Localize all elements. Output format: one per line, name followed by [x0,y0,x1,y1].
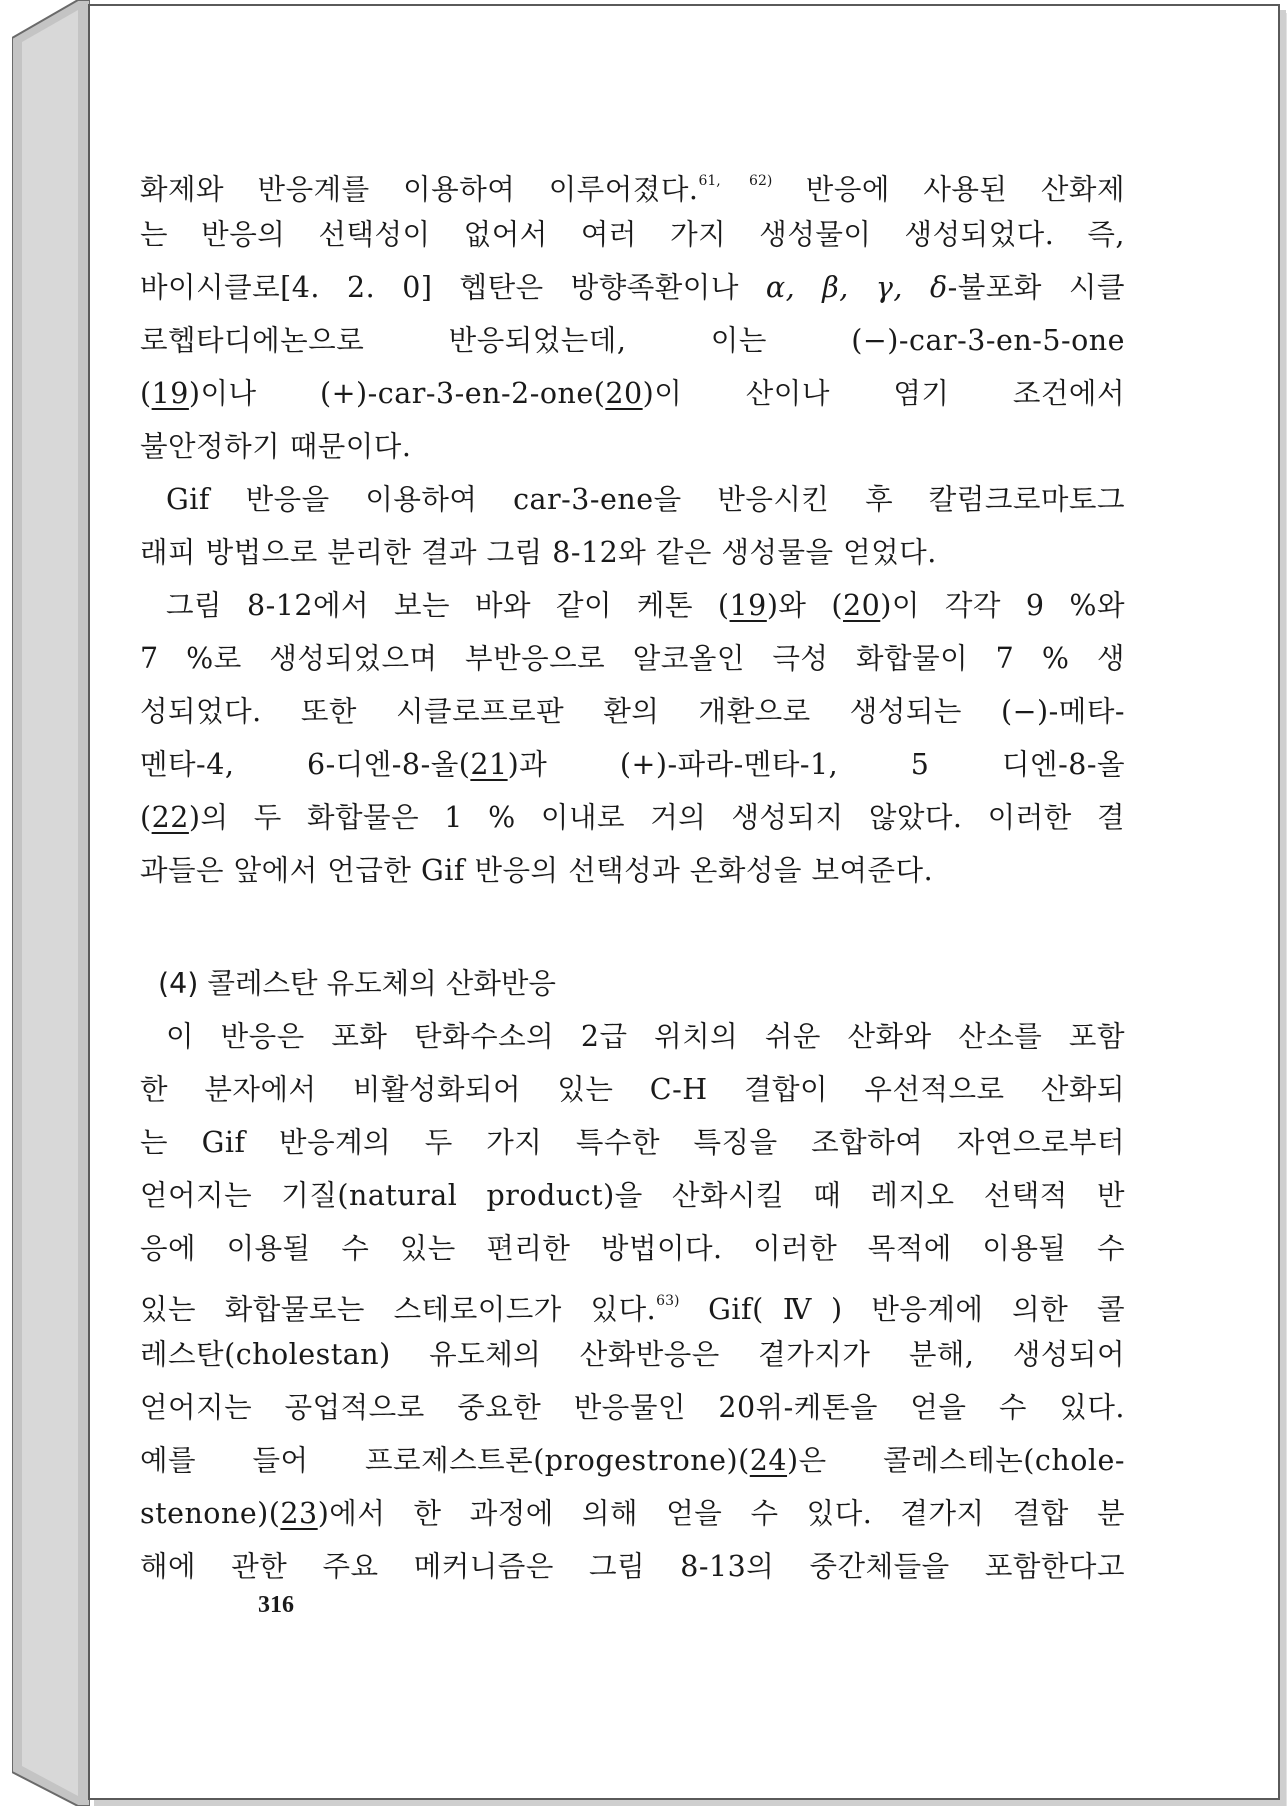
compound-number: 24 [749,1444,788,1477]
citation-ref: 61, 62) [698,173,773,189]
book-spine-edge [12,0,90,1806]
text-line: stenone)(23)에서 한 과정에 의해 얻을 수 있다. 곁가지 결합 분 [140,1497,1125,1530]
text-line: 과들은 앞에서 언급한 Gif 반응의 선택성과 온화성을 보여준다. [140,854,934,887]
compound-number: 19 [151,377,189,410]
text-line: (19)이나 (+)-car-3-en-2-one(20)이 산이나 염기 조건에서 [140,377,1125,410]
text-line: 멘타-4, 6-디엔-8-올(21)과 (+)-파라-멘타-1, 5 디엔-8-올 [140,748,1126,781]
text-line: 응에 이용될 수 있는 편리한 방법이다. 이러한 목적에 이용될 수 [140,1232,1125,1265]
page-number: 316 [258,1592,294,1618]
text-line: 얻어지는 공업적으로 중요한 반응물인 20위-케톤을 얻을 수 있다. [140,1391,1125,1424]
text-line: 해에 관한 주요 메커니즘은 그림 8-13의 중간체들을 포함한다고 [140,1550,1125,1583]
text-line: 는 반응의 선택성이 없어서 여러 가지 생성물이 생성되었다. 즉, [140,218,1125,251]
text-line: 래피 방법으로 분리한 결과 그림 8-12와 같은 생성물을 얻었다. [140,536,937,569]
greek-letters: α, β, γ, δ [765,271,948,304]
section-heading: (4) 콜레스탄 유도체의 산화반응 [158,967,556,1000]
text-line: 7 %로 생성되었으며 부반응으로 알코올인 극성 화합물이 7 % 생 [140,642,1125,675]
text-line: 있는 화합물로는 스테로이드가 있다.$^{63)}$ Gif(Ⅳ) 반응계에 의한 콜 [140,1293,1125,1326]
text-line: 성되었다. 또한 시클로프로판 환의 개환으로 생성되는 (−)-메타- [140,695,1125,728]
compound-number: 19 [729,589,767,622]
text-line: 바이시클로[4. 2. 0] 헵탄은 방향족환이나 α, β, γ, δ-불포화 시클 [140,271,1125,304]
compound-number: 20 [843,589,881,622]
text-line: 예를 들어 프로제스트론(progestrone)(24)은 콜레스테논(chole- [140,1444,1125,1477]
text-line: 얻어지는 기질(natural product)을 산화시킬 때 레지오 선택적 반 [140,1179,1125,1212]
text-line: 화제와 반응계를 이용하여 이루어졌다.$^{61, 62)}$ 반응에 사용된 산화제 [140,173,1125,206]
text-line: 로헵타디에논으로 반응되었는데, 이는 (−)-car-3-en-5-one [140,324,1125,357]
page-text [140,155,1125,1593]
text-line: 레스탄(cholestan) 유도체의 산화반응은 곁가지가 분해, 생성되어 [140,1338,1125,1371]
compound-number: 21 [470,748,508,781]
text-line: 그림 8-12에서 보는 바와 같이 케톤 (19)와 (20)이 각각 9 %와 [166,589,1125,622]
citation-ref: 63) [656,1293,680,1309]
text-line: 는 Gif 반응계의 두 가지 특수한 특징을 조합하여 자연으로부터 [140,1126,1125,1159]
text-line: (22)의 두 화합물은 1 % 이내로 거의 생성되지 않았다. 이러한 결 [140,801,1125,834]
compound-number: 20 [605,377,643,410]
text-line: 한 분자에서 비활성화되어 있는 C-H 결합이 우선적으로 산화되 [140,1073,1125,1106]
compound-number: 23 [280,1497,318,1530]
text-line: 불안정하기 때문이다. [140,430,412,463]
compound-number: 22 [151,801,189,834]
text-line: Gif 반응을 이용하여 car-3-ene을 반응시킨 후 칼럼크로마토그 [166,483,1125,516]
text-line: 이 반응은 포화 탄화수소의 2급 위치의 쉬운 산화와 산소를 포함 [166,1020,1125,1053]
section-gap [140,897,1125,957]
